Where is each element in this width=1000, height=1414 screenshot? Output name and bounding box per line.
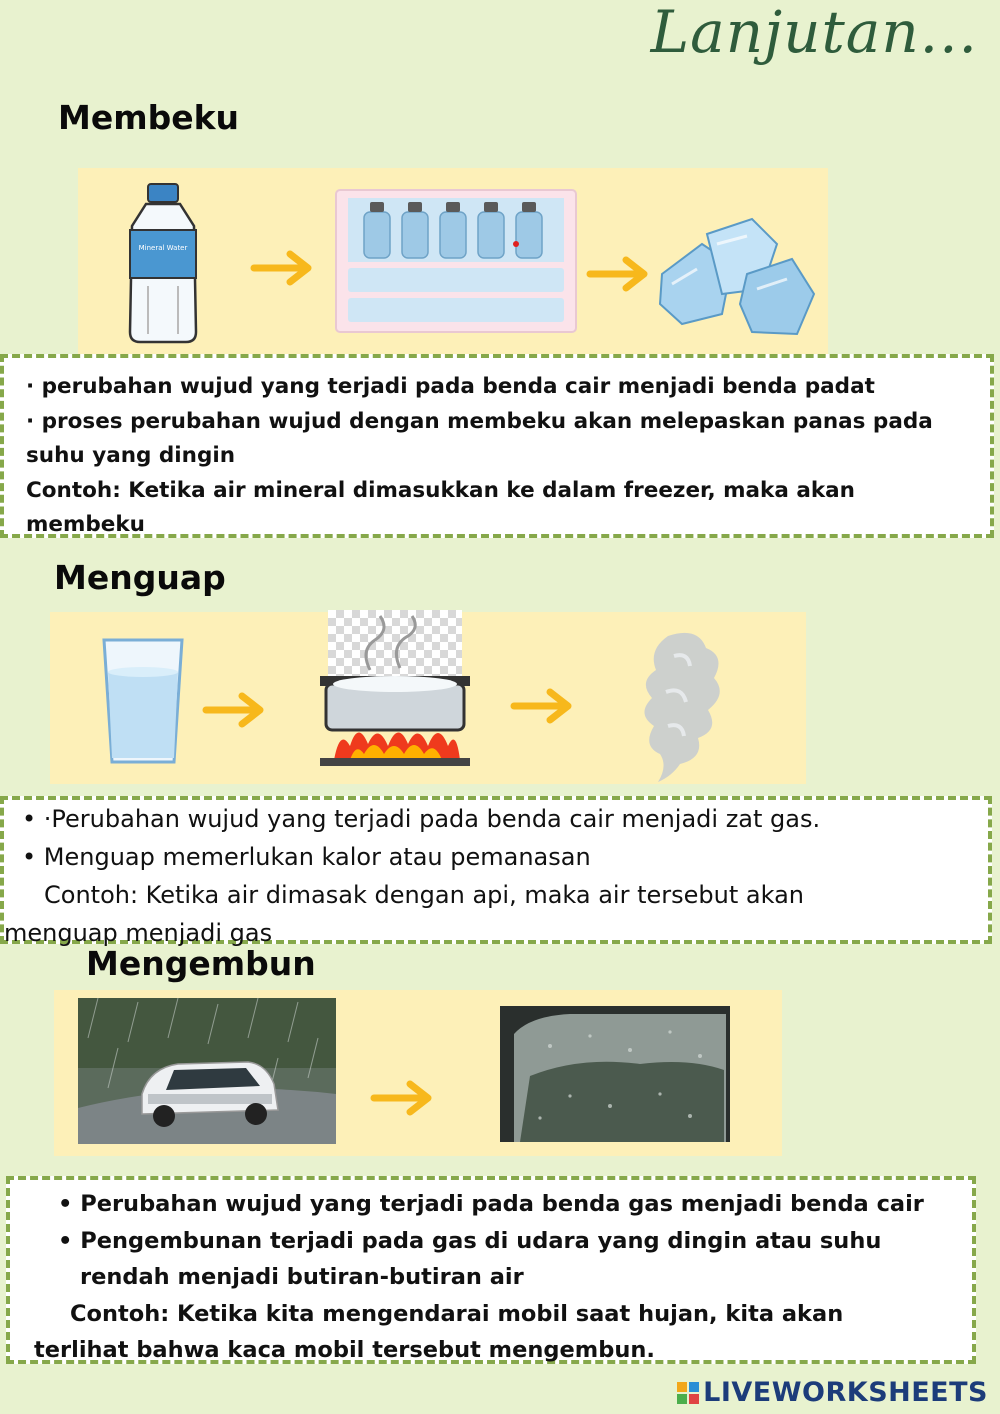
text-line: · perubahan wujud yang terjadi pada benda cair menjadi benda padat [26,374,875,399]
text-line: • Pengembunan terjadi pada gas di udara yang dingin atau suhu [58,1227,882,1254]
text-box-mengembun [6,1176,976,1364]
text-line: membeku [26,512,145,537]
arrow-right-icon [370,1078,440,1118]
text-line: suhu yang dingin [26,443,236,468]
continued-title: Lanjutan... [650,0,978,66]
arrow-right-icon [510,686,580,726]
text-box-membeku [0,354,994,538]
vapor-cloud-icon [628,626,738,784]
freezer-icon [334,188,578,334]
illustration-strip-mengembun [54,990,782,1156]
illustration-strip-membeku [78,168,828,356]
foggy-car-window-photo [500,1006,730,1142]
bottle-label-text: Mineral Water [138,244,188,252]
text-line: Contoh: Ketika air dimasak dengan api, maka air tersebut akan [44,881,804,909]
section-title-menguap: Menguap [54,558,226,597]
water-glass-icon [100,634,186,768]
text-line: terlihat bahwa kaca mobil tersebut mengembun. [34,1337,655,1363]
logo-grid-icon [677,1382,699,1404]
arrow-right-icon [202,690,272,730]
illustration-strip-menguap [50,612,806,784]
text-box-menguap [0,796,992,947]
section-title-mengembun: Mengembun [86,944,316,983]
text-line: rendah menjadi butiran-butiran air [80,1264,524,1290]
ice-cubes-icon [652,214,822,344]
liveworksheets-logo [677,1377,988,1408]
text-line: Contoh: Ketika air mineral dimasukkan ke dalam freezer, maka akan [26,477,855,503]
text-line: Contoh: Ketika kita mengendarai mobil saat hujan, kita akan [70,1300,844,1327]
arrow-right-icon [250,248,320,288]
section-title-membeku: Membeku [58,98,240,137]
text-line: • ·Perubahan wujud yang terjadi pada benda cair menjadi zat gas. [22,805,821,833]
boiling-pot-icon [320,610,470,766]
brand-text: LIVEWORKSHEETS [703,1377,988,1408]
car-in-rain-photo [78,998,336,1144]
text-line: • Menguap memerlukan kalor atau pemanasan [22,843,591,871]
text-line: · proses perubahan wujud dengan membeku akan melepaskan panas pada [26,408,933,434]
arrow-right-icon [586,254,656,294]
text-line: • Perubahan wujud yang terjadi pada benda gas menjadi benda cair [58,1191,924,1217]
water-bottle-icon [118,182,208,348]
text-line: menguap menjadi gas [4,919,273,947]
